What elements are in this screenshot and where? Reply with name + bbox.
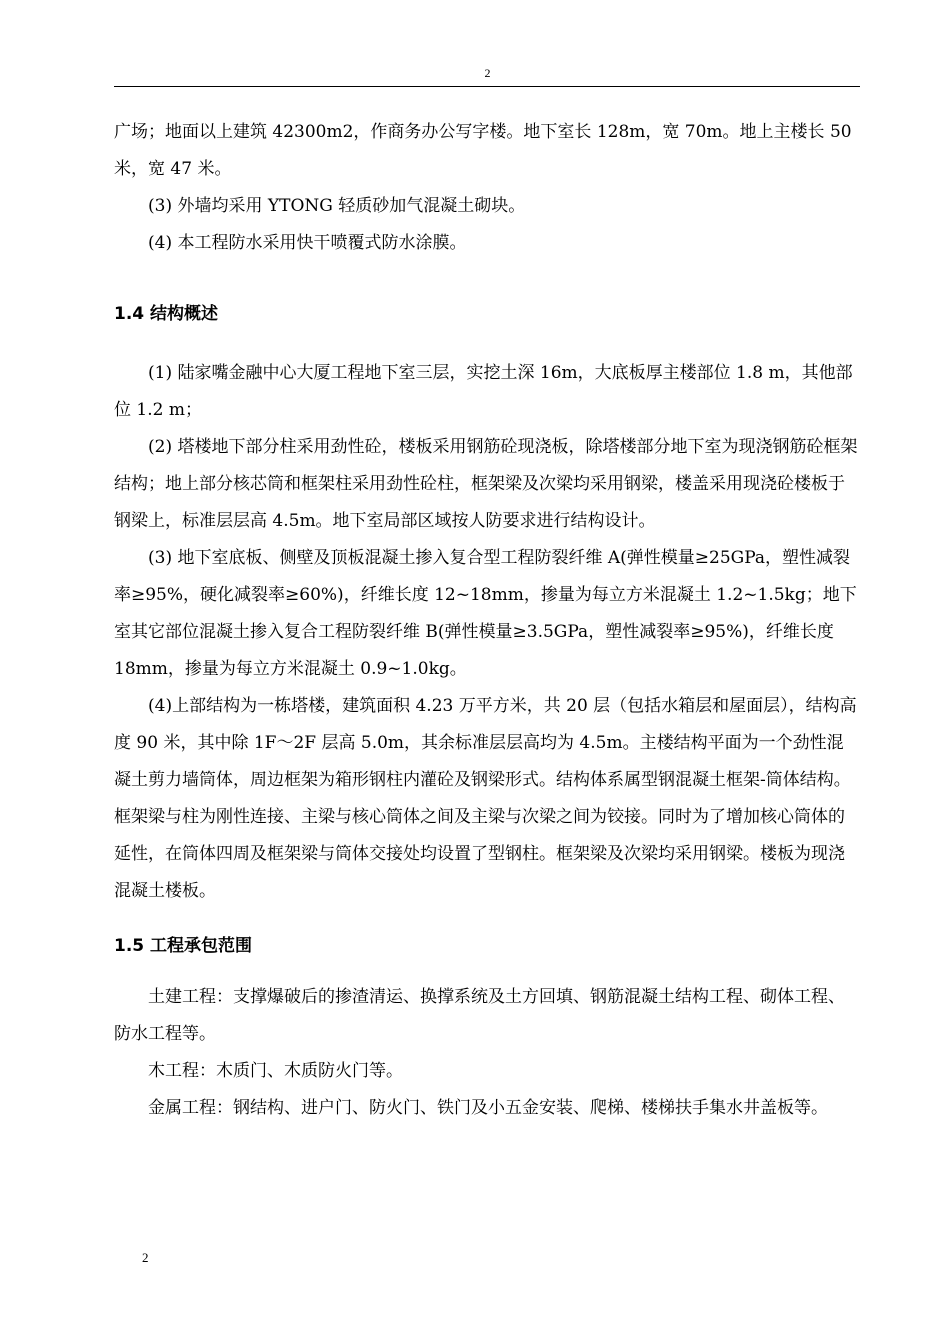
section-heading-1-5: 1.5 工程承包范围 bbox=[114, 936, 253, 956]
paragraph-intro-1: 广场；地面以上建筑 42300m2，作商务办公写字楼。地下室长 128m，宽 70m。地上主楼长 50 米，宽 47 米。 bbox=[114, 122, 852, 179]
paragraph-struct-4: (4)上部结构为一栋塔楼，建筑面积 4.23 万平方米，共 20 层（包括水箱层和屋面层），结构高度 90 米，其中除 1F～2F 层高 5.0m，其余标准层层高均为 4.5m。主楼结构平面为一个劲性混凝土剪力墙筒体，周边框架为箱形钢柱内灌砼及钢梁形式。结构体系属型钢混凝土框架-筒体结构。框架梁与柱为刚性连接、主梁与核心筒体之间及主梁与次梁之间为铰接。同时为了增加核心筒体的延性，在筒体四周及框架梁与筒体交接处均设置了型钢柱。框架梁及次梁均采用钢梁。楼板为现浇混凝土楼板。 bbox=[114, 696, 857, 901]
spacer bbox=[114, 262, 860, 296]
spacer bbox=[114, 333, 860, 355]
paragraph-intro-2: (3) 外墙均采用 YTONG 轻质砂加气混凝土砌块。 bbox=[148, 196, 526, 216]
header-rule bbox=[114, 86, 860, 87]
paragraph-scope-1: 土建工程：支撑爆破后的掺渣清运、换撑系统及土方回填、钢筋混凝土结构工程、砌体工程、防水工程等。 bbox=[114, 987, 845, 1044]
spacer bbox=[114, 910, 860, 928]
paragraph-struct-1: (1) 陆家嘴金融中心大厦工程地下室三层，实挖土深 16m，大底板厚主楼部位 1.8 m，其他部位 1.2 m； bbox=[114, 363, 853, 420]
paragraph-struct-2: (2) 塔楼地下部分柱采用劲性砼，楼板采用钢筋砼现浇板，除塔楼部分地下室为现浇钢筋砼框架结构；地上部分核芯筒和框架柱采用劲性砼柱，框架梁及次梁均采用钢梁，楼盖采用现浇砼楼板于钢梁上，标准层层高 4.5m。地下室局部区域按人防要求进行结构设计。 bbox=[114, 437, 858, 531]
paragraph-scope-2: 木工程：木质门、木质防火门等。 bbox=[148, 1061, 403, 1081]
paragraph-struct-3: (3) 地下室底板、侧壁及顶板混凝土掺入复合型工程防裂纤维 A(弹性模量≥25GPa，塑性减裂率≥95%，硬化减裂率≥60%)，纤维长度 12~18mm，掺量为每立方米混凝土 1.2~1.5kg；地下室其它部位混凝土掺入复合工程防裂纤维 B(弹性模量≥3.5GPa，塑性减裂率≥95%)，纤维长度 18mm，掺量为每立方米混凝土 0.9~1.0kg。 bbox=[114, 548, 857, 679]
page-body bbox=[114, 114, 860, 1127]
header-page-number: 2 bbox=[484, 66, 491, 80]
spacer bbox=[114, 965, 860, 979]
footer-page-number: 2 bbox=[142, 1250, 149, 1265]
section-heading-1-4: 1.4 结构概述 bbox=[114, 304, 219, 324]
paragraph-intro-3: (4) 本工程防水采用快干喷覆式防水涂膜。 bbox=[148, 233, 467, 253]
paragraph-scope-3: 金属工程：钢结构、进户门、防火门、铁门及小五金安装、爬梯、楼梯扶手集水井盖板等。 bbox=[148, 1098, 828, 1118]
